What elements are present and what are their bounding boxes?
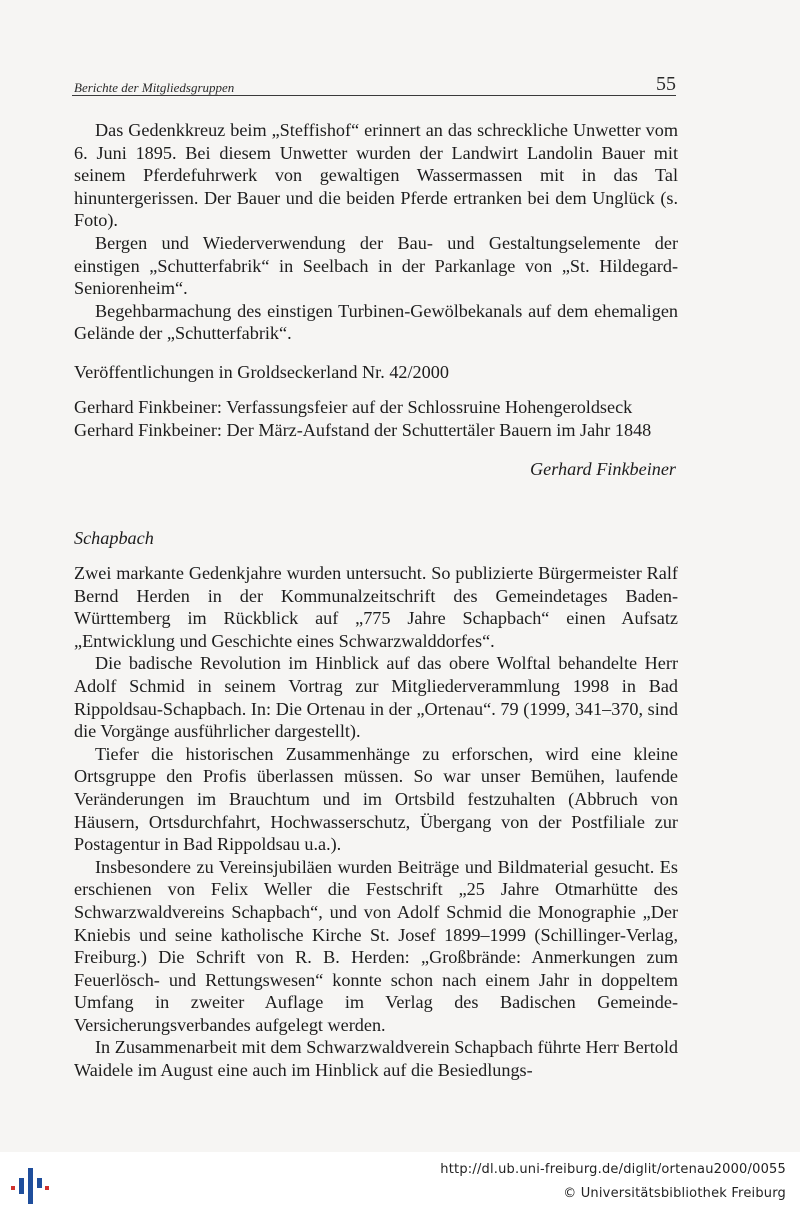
document-url-link[interactable]: http://dl.ub.uni-freiburg.de/diglit/ortenau2000/0055 bbox=[440, 1162, 786, 1177]
publication-item: Gerhard Finkbeiner: Der März-Aufstand der Schuttertäler Bauern im Jahr 1848 bbox=[74, 419, 652, 440]
publications-heading: Veröffentlichungen in Groldseckerland Nr. 42/2000 bbox=[74, 362, 449, 382]
page-number: 55 bbox=[656, 73, 676, 95]
paragraph: Das Gedenkkreuz beim „Steffishof“ erinnert an das schreckliche Unwetter vom 6. Juni 1895. Bei diesem Unwetter wurden der Landwirt Landolin Bauer mit seinem Pferdefuhrwerk von gewaltigen Wassermassen mit in das Tal hinuntergerissen. Der Bauer und die beiden Pferde ertranken bei dem Unglück (s. Foto). bbox=[74, 120, 678, 231]
paragraph: Begehbarmachung des einstigen Turbinen-Gewölbekanals auf dem ehemaligen Gelände der „Schutterfabrik“. bbox=[74, 300, 678, 344]
paragraph: Insbesondere zu Vereinsjubiläen wurden Beiträge und Bildmaterial gesucht. Es erschienen von Felix Weller die Festschrift „25 Jahre Otmarhütte des Schwarzwaldvereins Schapbach“, und von Adolf Schmid die Monographie „Der Kniebis und seine katholische Kirche St. Josef 1899–1999 (Schillinger-Verlag, Freiburg.) Die Schrift von R. B. Herden: „Großbrände: Anmerkungen zum Feuerlösch- und Rettungswesen“ konnte schon nach einem Jahr in doppeltem Umfang in zweiter Auflage im Verlag des Badischen Gemeinde-Versicherungsverbandes aufgelegt werden. bbox=[74, 856, 678, 1035]
paragraph: Bergen und Wiederverwendung der Bau- und Gestaltungselemente der einstigen „Schutterfabrik“ in Seelbach in der Parkanlage von „St. Hildegard-Seniorenheim“. bbox=[74, 232, 678, 299]
copyright-notice: © Universitätsbibliothek Freiburg bbox=[563, 1186, 786, 1201]
header-divider bbox=[72, 95, 676, 96]
section-heading: Schapbach bbox=[74, 528, 154, 548]
viewer-footer bbox=[0, 1152, 800, 1212]
paragraph: In Zusammenarbeit mit dem Schwarzwaldverein Schapbach führte Herr Bertold Waidele im August eine auch im Hinblick auf die Besiedlungs- bbox=[74, 1037, 678, 1081]
author-signature: Gerhard Finkbeiner bbox=[530, 459, 676, 479]
running-header: Berichte der Mitgliedsgruppen bbox=[74, 80, 235, 95]
publications-list bbox=[74, 396, 678, 441]
publication-item: Gerhard Finkbeiner: Verfassungsfeier auf der Schlossruine Hohengeroldseck bbox=[74, 397, 633, 417]
ub-freiburg-logo-icon bbox=[8, 1162, 52, 1206]
paragraph: Zwei markante Gedenkjahre wurden untersucht. So publizierte Bürgermeister Ralf Bernd Herden in der Kommunalzeitschrift des Gemeindetages Baden-Württemberg im Rückblick auf „775 Jahre Schapbach“ einen Aufsatz „Entwicklung und Geschichte eines Schwarzwalddorfes“. bbox=[74, 563, 678, 651]
body-text-block-2 bbox=[74, 562, 678, 1082]
paragraph: Die badische Revolution im Hinblick auf das obere Wolftal behandelte Herr Adolf Schmid in seinem Vortrag zur Mitgliederverammlung 1998 in Bad Rippoldsau-Schapbach. In: Die Ortenau in der „Ortenau“. 79 (1999, 341–370, sind die Vorgänge ausführlicher dargestellt). bbox=[74, 653, 678, 742]
body-text-block-1 bbox=[74, 119, 678, 345]
paragraph: Tiefer die historischen Zusammenhänge zu erforschen, wird eine kleine Ortsgruppe den Profis überlassen müssen. So war unser Bemühen, laufende Veränderungen im Brauchtum und im Ortsbild festzuhalten (Abbruch von Häusern, Ortsdurchfahrt, Hochwasserschutz, Übergang von der Postfiliale zur Postagentur in Bad Rippoldsau u.a.). bbox=[74, 743, 678, 855]
